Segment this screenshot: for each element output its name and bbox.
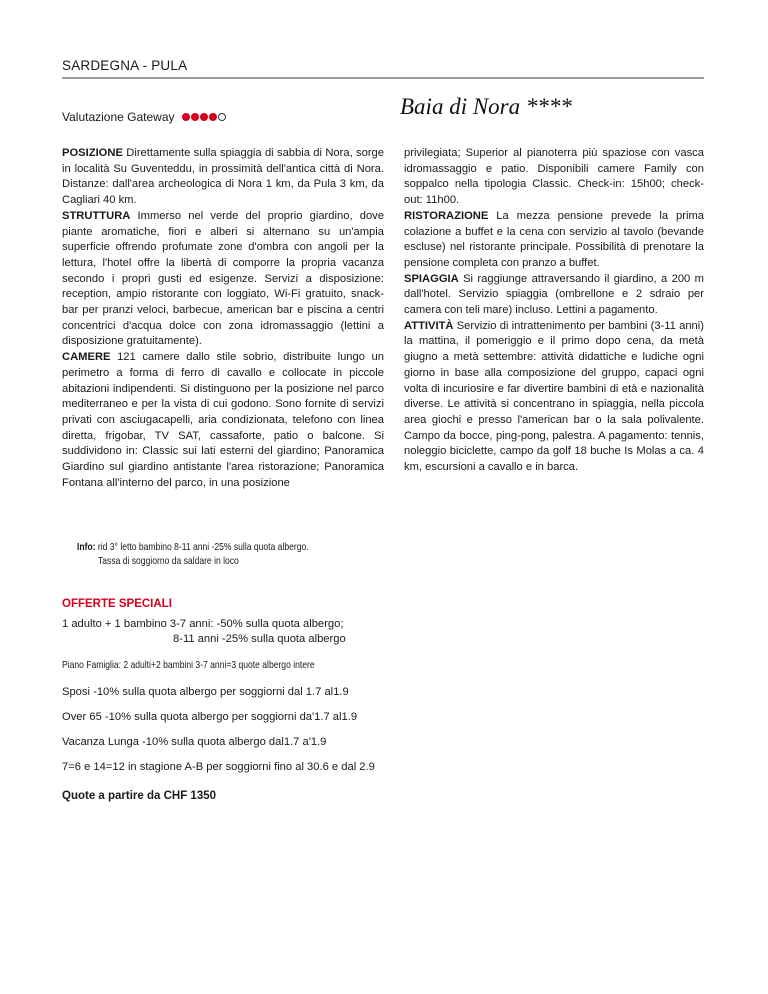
header-divider [62, 77, 704, 79]
offer-item: Over 65 -10% sulla quota albergo per soggiorni da'1.7 al1.9 [62, 711, 358, 723]
section-heading: CAMERE [62, 351, 111, 364]
section-heading: RISTORAZIONE [404, 209, 489, 222]
rating-dot-icon [200, 113, 208, 121]
section-spiaggia [404, 272, 704, 319]
section-text: Servizio di intrattenimento per bambini (3-11 anni) la mattina, il pomeriggio e il primo dopo cena, da metà giugno a metà settembre: attività didattiche e ludiche ogni giorno in base alla composizione del gruppo, capaci ogni volta di incuriosire e far divertire bambini di età e nazionalità diverse. Le attività si concentrano in spiaggia, nella piccola area giochi e presso l'american bar o la sala polivalente. Campo da bocce, ping-pong, palestra. A pagamento: tennis, noleggio biciclette, campo da golf 18 buche Is Molas a ca. 4 km, escursioni a cavallo e in barca. [404, 319, 704, 474]
section-posizione [62, 146, 384, 209]
section-heading: STRUTTURA [62, 209, 131, 222]
section-heading: SPIAGGIA [404, 272, 459, 285]
section-attivita [404, 319, 704, 476]
offers-title: OFFERTE SPECIALI [62, 598, 172, 610]
rating-label: Valutazione Gateway [62, 110, 175, 124]
offer-item: Vacanza Lunga -10% sulla quota albergo dal1.7 a'1.9 [62, 736, 327, 748]
section-camere [62, 350, 384, 491]
section-struttura [62, 209, 384, 350]
section-text: Direttamente sulla spiaggia di sabbia di Nora, sorge in località Su Guventeddu, in prossimità dell'antica città di Nora. Distanze: dall'area archeologica di Nora 1 km, da Pula 3 km, da Cagliari 40 km. [62, 147, 384, 207]
rating-dot-icon [218, 113, 226, 121]
section-text: 121 camere dallo stile sobrio, distribuite lungo un perimetro a forma di ferro di cavallo e collocate in piccole abitazioni indipendenti. Si distinguono per la posizione nel parco mediterraneo e per la vista di cui godono. Sono fornite di servizi privati con asciugacapelli, aria condizionata, telefono con linea diretta, frigobar, TV SAT, cassaforte, patio o balcone. Si suddividono in: Classic sui lati esterni del giardino; Panoramica Giardino sul giardino antistante l'area ristorazione; Panoramica Fontana all'interno del parco, in una posizione [62, 351, 384, 489]
hotel-title: Baia di Nora **** [400, 94, 572, 119]
offer-item: Piano Famiglia: 2 adulti+2 bambini 3-7 anni=3 quote albergo intere [62, 660, 315, 671]
section-heading: ATTIVITÀ [404, 319, 454, 332]
section-text: Si raggiunge attraversando il giardino, a 200 m dall'hotel. Servizio spiaggia (ombrellone e 2 sdraio per camera con teli mare) incluso. Lettini a pagamento. [404, 272, 704, 317]
page-header-location: SARDEGNA - PULA [62, 58, 188, 73]
info-line-2: Tassa di soggiorno da saldare in loco [98, 556, 239, 567]
rating-dots [182, 113, 226, 121]
section-text: Immerso nel verde del proprio giardino, dove piante aromatiche, fiori e alberi si alternano su un'ampia superficie offrendo profumate zone d'ombra con angoli per la lettura, l'hotel offre la libertà di comporre la propria vacanza secondo i propri gusti ed esigenze. Servizi a disposizione: reception, ampio ristorante con loggiato, Wi-Fi gratuito, snack-bar per pranzi veloci, barbecue, american bar e piscina a centri concentrici d'acqua dolce con zona idromassaggio (lettini a disposizione gratuitamente). [62, 209, 384, 348]
section-ristorazione [404, 209, 704, 272]
section-heading: POSIZIONE [62, 147, 123, 159]
offer-item: Sposi -10% sulla quota albergo per soggiorni dal 1.7 al1.9 [62, 686, 349, 698]
gateway-rating [62, 110, 226, 124]
section-camere-continued [404, 146, 704, 209]
description-right-column [404, 146, 704, 476]
info-note [77, 541, 309, 569]
offer-item: 8-11 anni -25% sulla quota albergo [173, 633, 346, 645]
rating-dot-icon [182, 113, 190, 121]
section-text: privilegiata; Superior al pianoterra più spaziose con vasca idromassaggio e patio. Disponibili camere Family con soppalco nella tipologia Classic. Check-in: 15h00; check-out: 11h00. [404, 147, 704, 207]
info-line-1: rid 3° letto bambino 8-11 anni -25% sulla quota albergo. [95, 542, 309, 553]
rating-dot-icon [191, 113, 199, 121]
offer-item: 1 adulto + 1 bambino 3-7 anni: -50% sulla quota albergo; [62, 618, 344, 630]
description-left-column [62, 146, 384, 491]
offer-item: 7=6 e 14=12 in stagione A-B per soggiorni fino al 30.6 e dal 2.9 [62, 761, 375, 773]
section-text: La mezza pensione prevede la prima colazione a buffet e la cena con servizio al tavolo (bevande escluse) nel ristorante principale. Possibilità di prenotare la pensione completa con pranzo a buffet. [404, 209, 704, 269]
rating-dot-icon [209, 113, 217, 121]
info-label: Info: [77, 542, 96, 553]
price-from: Quote a partire da CHF 1350 [62, 790, 217, 802]
